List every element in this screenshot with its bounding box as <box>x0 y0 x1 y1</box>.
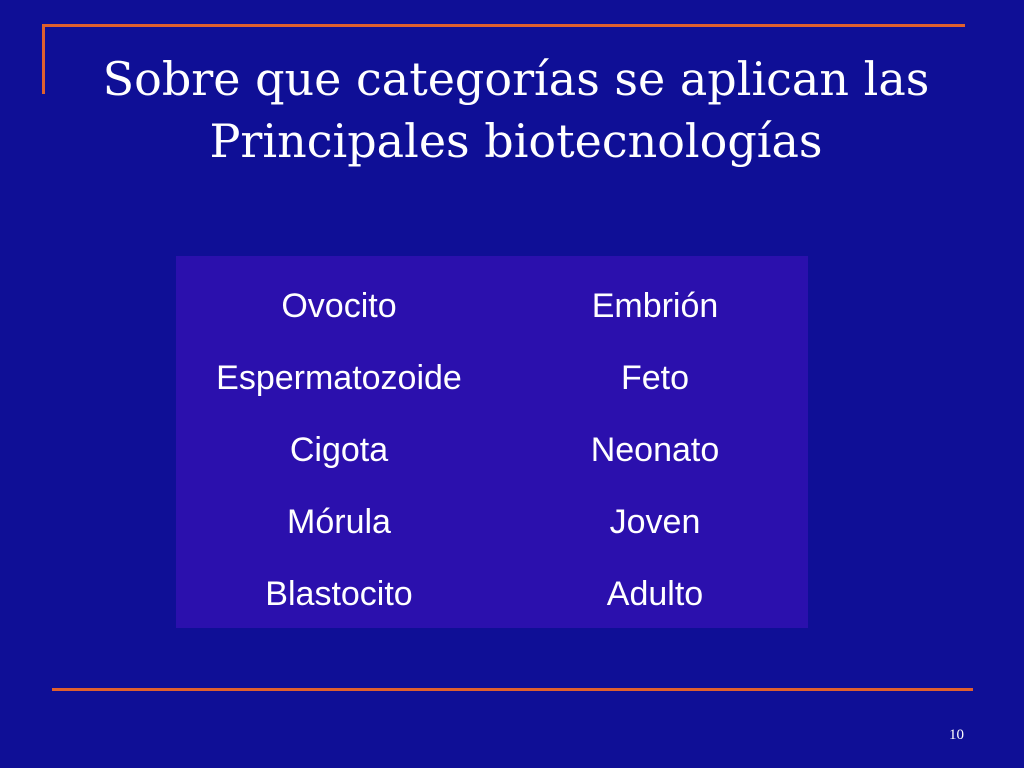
table-cell-neonato: Neonato <box>590 431 720 469</box>
table-cell-joven: Joven <box>609 503 701 541</box>
categories-table <box>176 256 808 628</box>
table-cell-morula: Mórula <box>287 503 391 541</box>
page-number: 10 <box>949 727 964 743</box>
table-cell-blastocito: Blastocito <box>265 575 413 613</box>
title-line-2: Principales biotecnologías <box>209 114 823 168</box>
table-cell-ovocito: Ovocito <box>281 287 397 325</box>
table-cell-adulto: Adulto <box>606 575 704 613</box>
left-accent-rule <box>42 24 45 94</box>
table-cell-feto: Feto <box>620 359 690 397</box>
title-line-1: Sobre que categorías se aplican las <box>102 52 930 106</box>
bottom-accent-rule <box>52 688 973 691</box>
top-accent-rule <box>42 24 965 27</box>
slide-title <box>60 48 972 172</box>
categories-grid <box>176 270 808 630</box>
table-cell-embrion: Embrión <box>591 287 719 325</box>
table-cell-cigota: Cigota <box>289 431 389 469</box>
table-cell-espermatozoide: Espermatozoide <box>216 359 462 397</box>
